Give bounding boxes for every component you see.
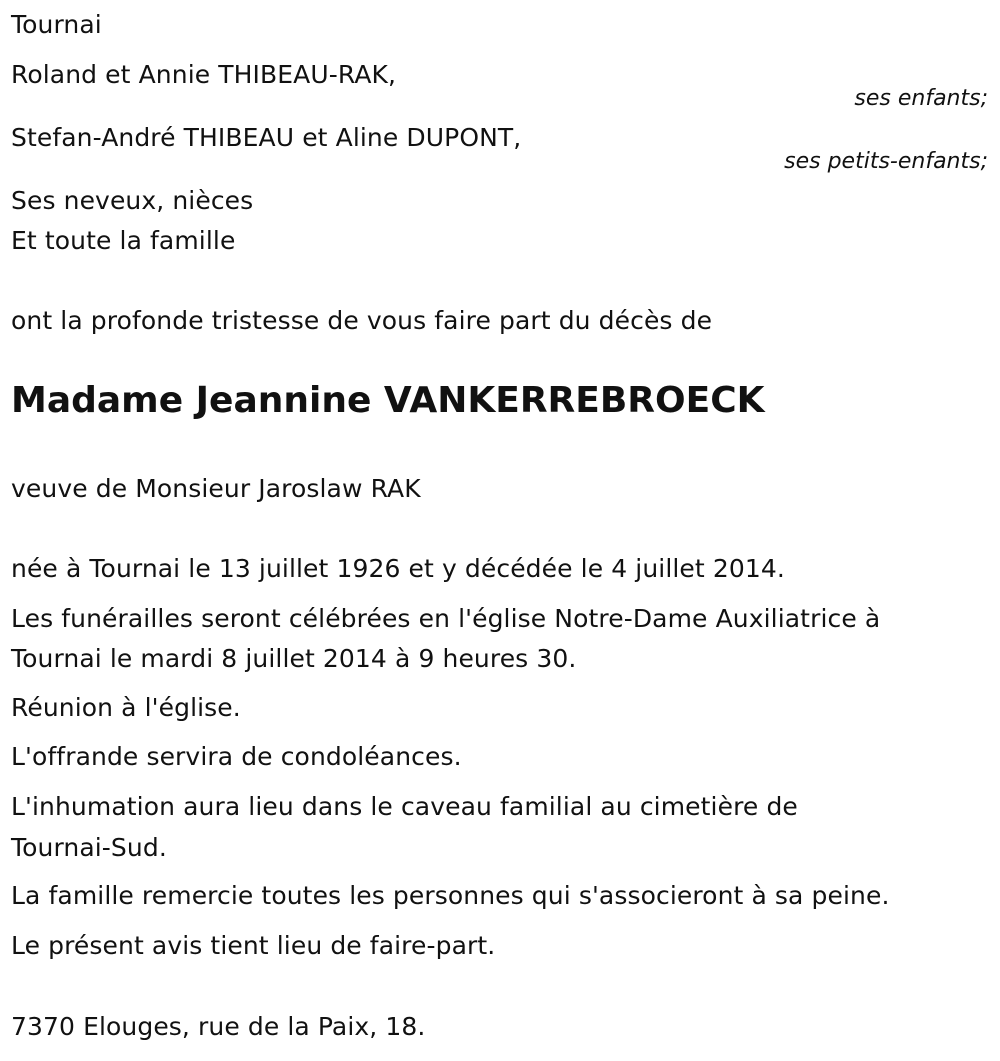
grandchildren-role: ses petits-enfants; bbox=[784, 149, 988, 174]
grandchildren-names: Stefan-André THIBEAU et Aline DUPONT, bbox=[11, 123, 522, 152]
city-heading: Tournai bbox=[11, 10, 102, 39]
announcement-intro: ont la profonde tristesse de vous faire part du décès de bbox=[11, 306, 713, 335]
children-names: Roland et Annie THIBEAU-RAK, bbox=[11, 60, 397, 89]
burial-info-line1: L'inhumation aura lieu dans le caveau familial au cimetière de bbox=[11, 792, 798, 821]
offering-info: L'offrande servira de condoléances. bbox=[11, 742, 462, 771]
whole-family: Et toute la famille bbox=[11, 226, 236, 255]
burial-info-line2: Tournai-Sud. bbox=[11, 833, 167, 862]
children-role: ses enfants; bbox=[854, 86, 988, 111]
meeting-info: Réunion à l'église. bbox=[11, 693, 241, 722]
birth-death-dates: née à Tournai le 13 juillet 1926 et y décédée le 4 juillet 2014. bbox=[11, 554, 785, 583]
family-thanks: La famille remercie toutes les personnes qui s'associeront à sa peine. bbox=[11, 881, 890, 910]
nephews-nieces: Ses neveux, nièces bbox=[11, 186, 254, 215]
address: 7370 Elouges, rue de la Paix, 18. bbox=[11, 1012, 426, 1041]
funeral-info-line2: Tournai le mardi 8 juillet 2014 à 9 heures 30. bbox=[11, 644, 577, 673]
funeral-info-line1: Les funérailles seront célébrées en l'église Notre-Dame Auxiliatrice à bbox=[11, 604, 881, 633]
notice-statement: Le présent avis tient lieu de faire-part. bbox=[11, 931, 496, 960]
widow-of: veuve de Monsieur Jaroslaw RAK bbox=[11, 474, 421, 503]
deceased-name: Madame Jeannine VANKERREBROECK bbox=[11, 380, 765, 421]
